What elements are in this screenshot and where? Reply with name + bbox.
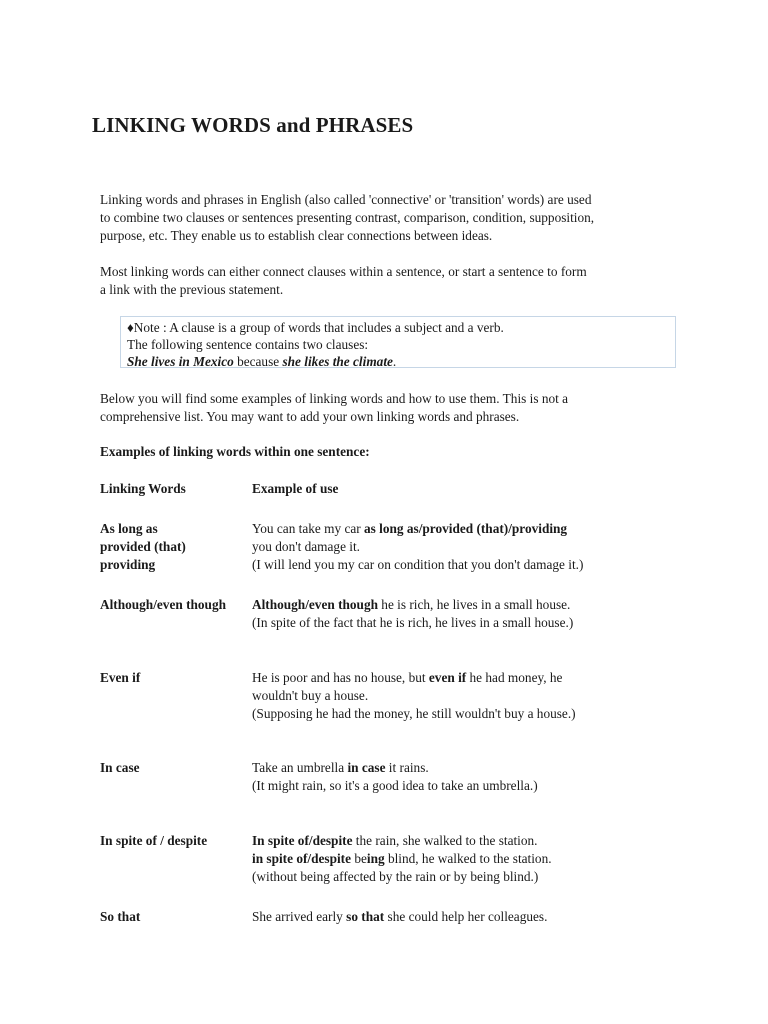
example-highlight: so that [346, 909, 385, 924]
example-text: she could help her colleagues. [384, 909, 548, 924]
note-definition: ♦Note : A clause is a group of words that includes a subject and a verb. [127, 320, 504, 335]
intro-line: to combine two clauses or sentences presenting contrast, comparison, condition, supposition, [100, 210, 595, 225]
page-title: LINKING WORDS and PHRASES [92, 113, 414, 137]
linking-word [100, 759, 250, 777]
example-line: wouldn't buy a house. [252, 688, 369, 703]
linking-word [100, 596, 250, 614]
example-line [252, 520, 712, 538]
example-line: you don't damage it. [252, 539, 361, 554]
example-text: he had money, he [466, 670, 563, 685]
example-of-use [252, 832, 712, 886]
note-box [120, 316, 676, 368]
linking-word-text: So that [100, 909, 141, 924]
example-highlight: ing [366, 851, 385, 866]
example-of-use [252, 520, 712, 574]
intro-line: purpose, etc. They enable us to establish clear connections between ideas. [100, 228, 493, 243]
example-highlight: in spite of/despite [252, 851, 351, 866]
usage-line: a link with the previous statement. [100, 282, 284, 297]
example-line [252, 908, 712, 926]
example-highlight: even if [428, 670, 467, 685]
example-of-use [252, 596, 712, 632]
note-example-sentence [127, 353, 669, 370]
example-line [252, 850, 712, 868]
note-clause-two: she likes the climate [282, 354, 393, 369]
example-text: blind, he walked to the station. [384, 851, 552, 866]
example-of-use [252, 908, 712, 926]
example-text: he is rich, he lives in a small house. [377, 597, 571, 612]
linking-word-text: In spite of / despite [100, 833, 208, 848]
example-line [252, 596, 712, 614]
intro-line: Linking words and phrases in English (also called 'connective' or 'transition' words) are used [100, 192, 592, 207]
example-line [252, 832, 712, 850]
example-explanation: (Supposing he had the money, he still wouldn't buy a house.) [252, 706, 576, 721]
example-line [252, 759, 712, 777]
example-highlight: Although/even though [252, 597, 378, 612]
note-connector: because [233, 354, 283, 369]
usage-paragraph [100, 263, 680, 299]
intro-paragraph [100, 191, 680, 245]
linking-word-text: Although/even though [100, 597, 226, 612]
note-clause-one: She lives in Mexico [127, 354, 234, 369]
note-intro: The following sentence contains two clauses: [127, 337, 369, 352]
example-of-use [252, 669, 712, 723]
example-highlight: in case [347, 760, 386, 775]
linking-word [100, 908, 250, 926]
example-text: Take an umbrella [252, 760, 348, 775]
example-line [252, 669, 712, 687]
examples-intro-paragraph [100, 390, 680, 426]
example-highlight: In spite of/despite [252, 833, 353, 848]
linking-word [100, 669, 250, 687]
column-header-linking-words: Linking Words [100, 481, 186, 496]
example-text: He is poor and has no house, but [252, 670, 429, 685]
column-header-example-of-use: Example of use [252, 481, 339, 496]
example-text: it rains. [385, 760, 429, 775]
linking-word-text: In case [100, 760, 140, 775]
linking-word [100, 520, 250, 574]
example-text: the rain, she walked to the station. [352, 833, 538, 848]
example-text: She arrived early [252, 909, 347, 924]
example-explanation: (It might rain, so it's a good idea to take an umbrella.) [252, 778, 538, 793]
example-explanation: (without being affected by the rain or by being blind.) [252, 869, 539, 884]
linking-word-text: As long as [100, 521, 158, 536]
example-explanation: (I will lend you my car on condition that you don't damage it.) [252, 557, 584, 572]
example-text: You can take my car [252, 521, 365, 536]
example-highlight: as long as/provided (that)/providing [364, 521, 568, 536]
section-heading: Examples of linking words within one sentence: [100, 444, 370, 459]
example-text: be [351, 851, 367, 866]
examples-intro-line: Below you will find some examples of linking words and how to use them. This is not a [100, 391, 569, 406]
linking-word [100, 832, 250, 850]
examples-intro-line: comprehensive list. You may want to add your own linking words and phrases. [100, 409, 520, 424]
linking-word-text: provided (that) [100, 539, 186, 554]
note-end: . [392, 354, 397, 369]
example-of-use [252, 759, 712, 795]
linking-word-text: providing [100, 557, 156, 572]
linking-word-text: Even if [100, 670, 141, 685]
usage-line: Most linking words can either connect clauses within a sentence, or start a sentence to form [100, 264, 587, 279]
example-explanation: (In spite of the fact that he is rich, he lives in a small house.) [252, 615, 574, 630]
